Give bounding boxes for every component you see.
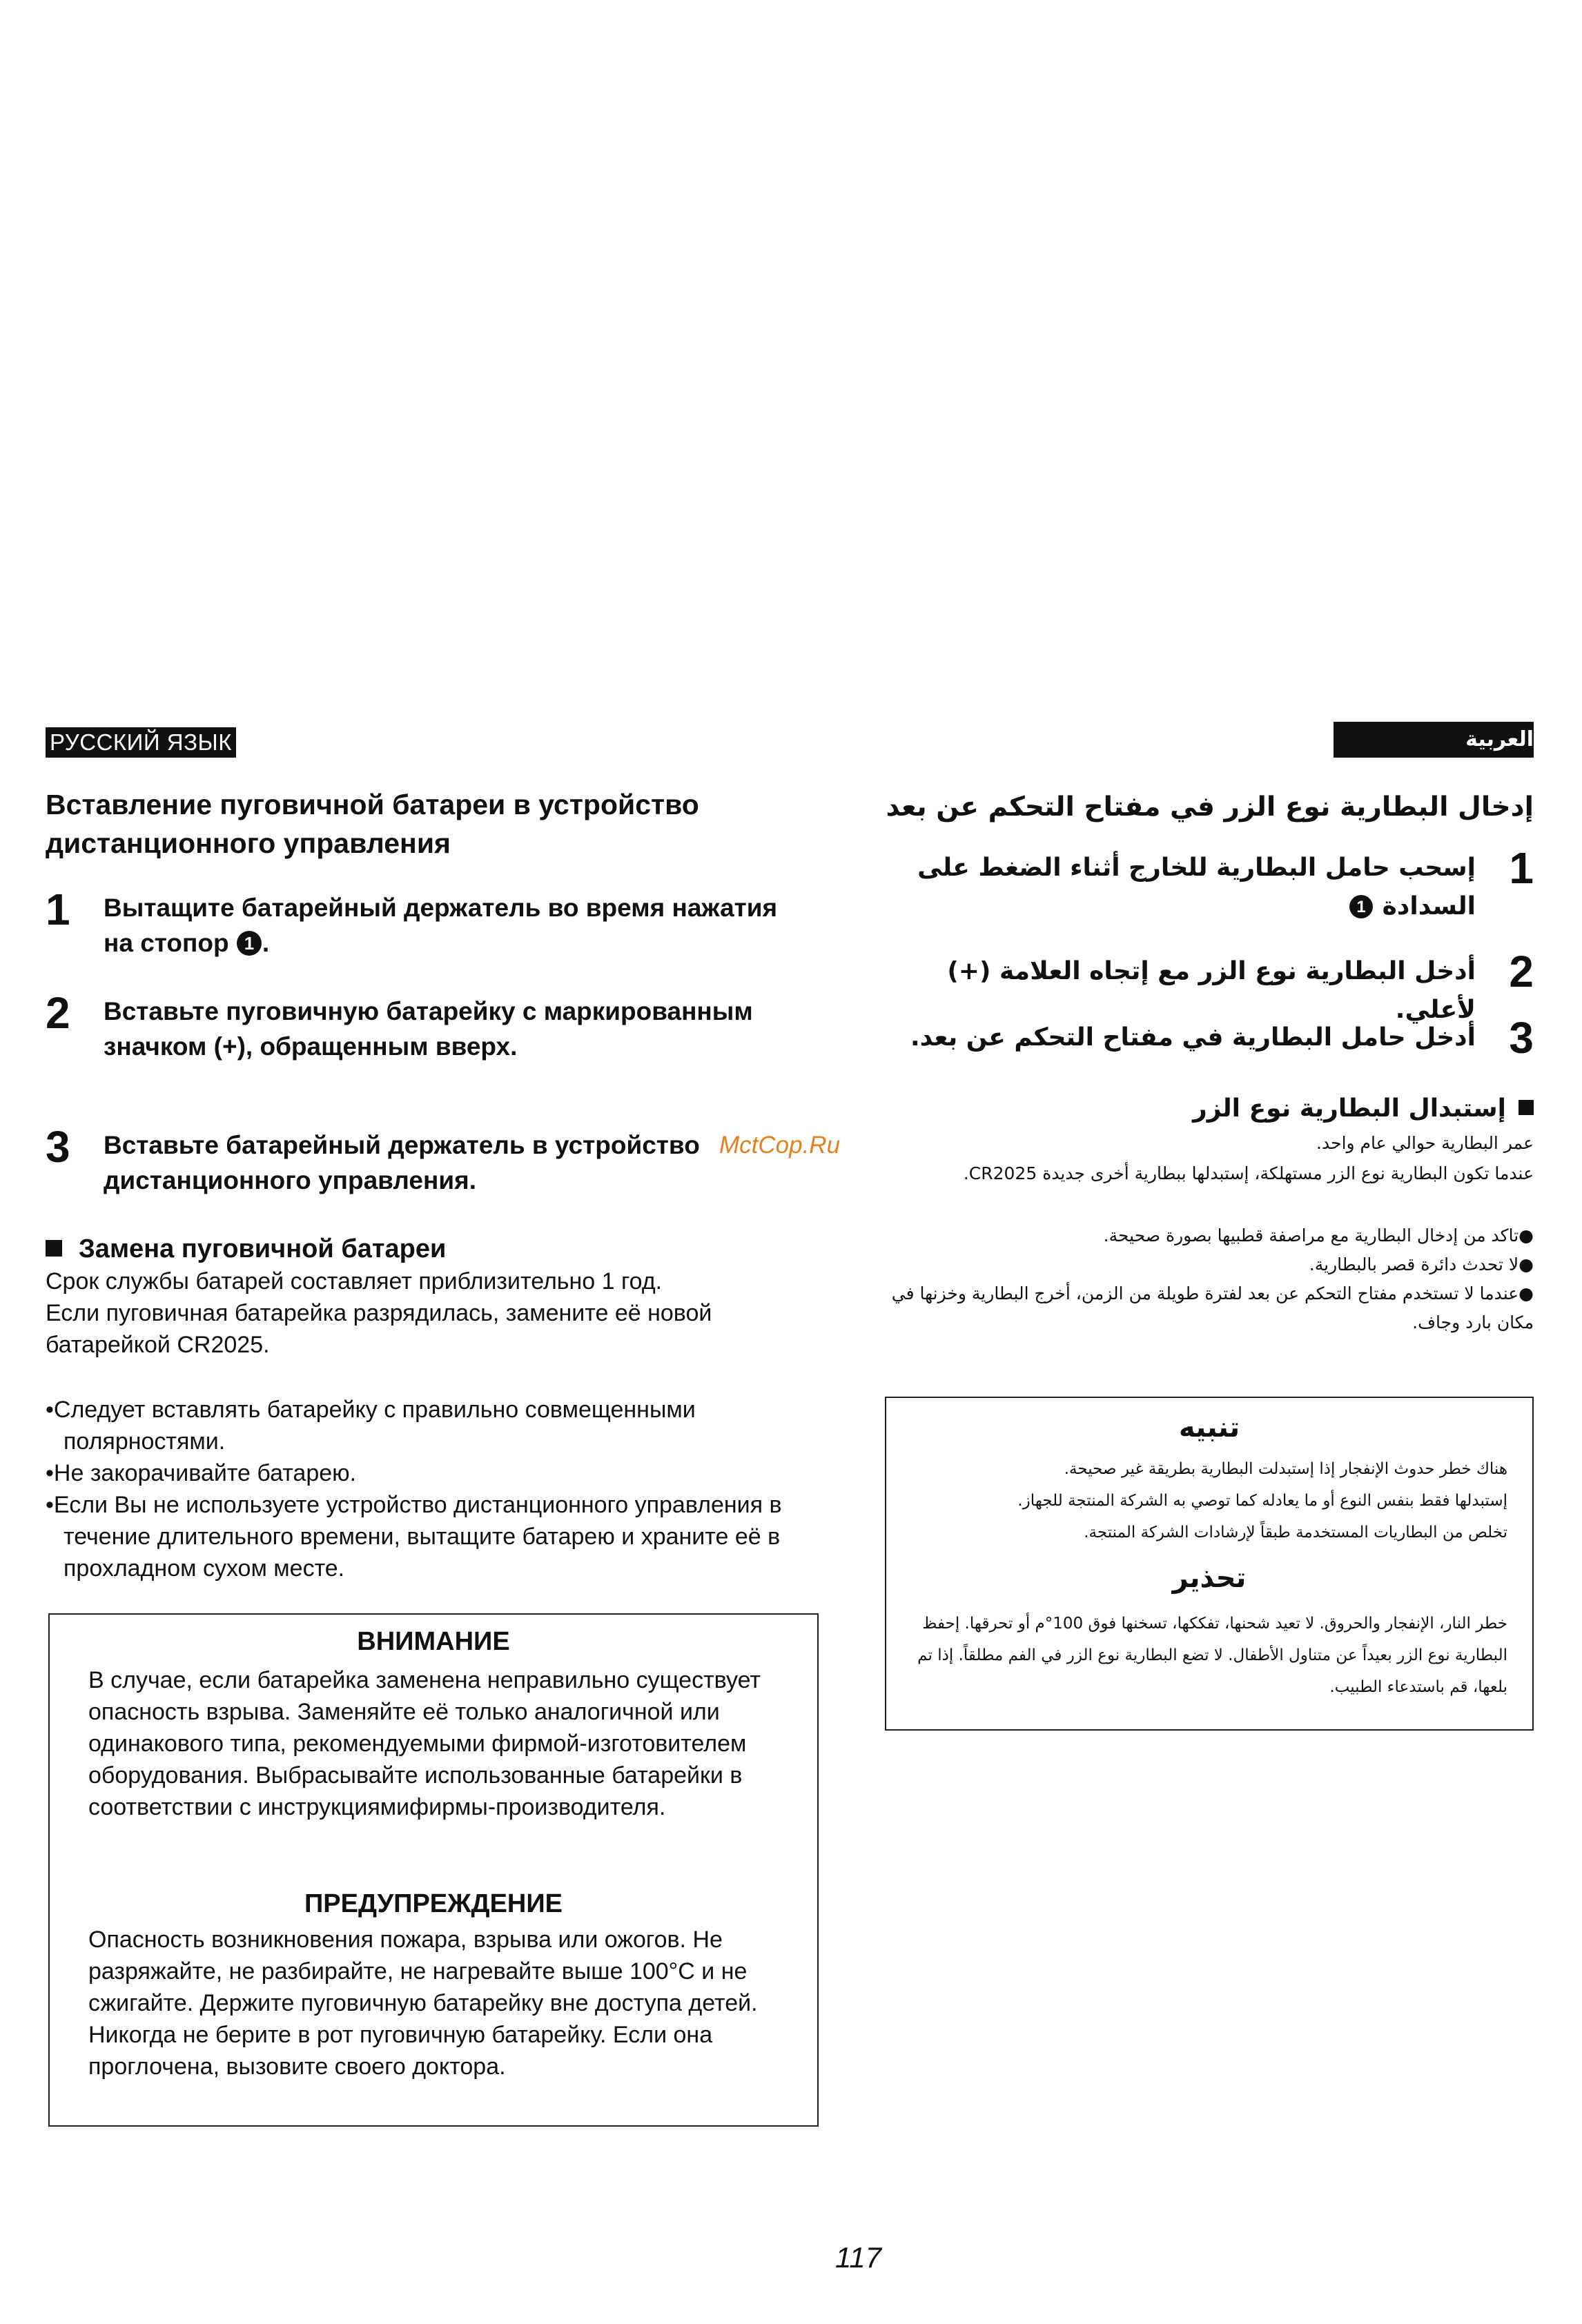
list-item: •Не закорачивайте батарею. [46,1460,357,1486]
watermark: MctCop.Ru [719,1132,841,1159]
ru-step-number: 2 [46,988,70,1038]
ar-language-tag: العربية [1334,722,1534,758]
square-bullet-icon [46,1240,62,1257]
ar-warning-text: خطر النار، الإنفجار والحروق. لا تعيد شحنها، تفككها، تسخنها فوق 100°م أو تحرقها. إحفظ البطارية نوع الزر بعيداً عن متناول الأطفال. لا تضع البطارية نوع الزر في الفم مطلقاً. إذا تم بلعها، قم باستدعاء الطبيب. [917,1615,1507,1696]
ru-step-text: Вставьте батарейный держатель в устройство дистанционного управления. [104,1131,700,1194]
ru-step-number: 1 [46,885,70,934]
ru-step-3 [46,1122,805,1203]
ar-step-text: إسحب حامل البطارية للخارج أثناء الضغط على السدادة 1 [917,854,1476,920]
ru-replace-text-1: Срок службы батарей составляет приблизительно 1 год. [46,1268,663,1294]
page-number: 117 [835,2241,881,2274]
ru-section-title: Вставление пуговичной батареи в устройство дистанционного управления [46,789,699,859]
circled-number-icon [1349,894,1374,919]
ru-warning-heading: ПРЕДУПРЕЖДЕНИЕ [304,1889,563,1918]
ru-caution-heading: ВНИМАНИЕ [357,1627,510,1656]
ru-replace-text-2: Если пуговичная батарейка разрядилась, замените её новой батарейкой CR2025. [46,1300,712,1358]
ru-step-text: Вытащите батарейный держатель во время нажатия на стопор 1 . [104,894,778,957]
svg-text:1: 1 [1356,898,1366,916]
ru-step-number: 3 [46,1122,70,1172]
ar-step-1 [863,843,1534,932]
ru-bullet-list [46,1394,812,1584]
ar-replace-text-2: عندما تكون البطارية نوع الزر مستهلكة، إستبدلها ببطارية أخرى جديدة CR2025. [963,1163,1534,1183]
ar-step-number: 2 [1509,947,1534,996]
ar-step-text: أدخل حامل البطارية في مفتاح التحكم عن بعد. [910,1023,1476,1052]
ar-section-title: إدخال البطارية نوع الزر في مفتاح التحكم عن بعد [886,791,1534,823]
ar-warning-heading: تحذير [1172,1562,1247,1594]
list-item: ●عندما لا تستخدم مفتاح التحكم عن بعد لفترة طويلة من الزمن، أخرج البطارية وخزنها في مكان بارد وجاف. [891,1283,1534,1332]
ru-warning-text: Опасность возникновения пожара, взрыва или ожогов. Не разряжайте, не разбирайте, не нагревайте выше 100°C и не сжигайте. Держите пуговичную батарейку вне доступа детей. Никогда не берите в рот пуговичную батарейку. Если она проглочена, вызовите своего доктора. [88,1927,758,2080]
ar-replace-heading: إستبدال البطارية نوع الزر [863,1092,1534,1126]
ru-step-text: Вставьте пуговичную батарейку с маркированным значком (+), обращенным вверх. [104,997,753,1061]
ar-step-number: 3 [1509,1013,1534,1063]
square-bullet-icon [1518,1100,1534,1115]
list-item: •Если Вы не используете устройство дистанционного управления в течение длительного времени, вытащите батарею и храните её в прохладном сухом месте. [46,1492,782,1582]
ru-step-1 [46,885,805,966]
ar-caution-heading: تنبيه [1178,1412,1240,1444]
ar-replace-text-1: عمر البطارية حوالي عام واحد. [1316,1133,1534,1153]
ru-caution-box [48,1613,819,2127]
ru-language-tag: РУССКИЙ ЯЗЫК [46,727,236,758]
ar-caution-box [885,1397,1534,1731]
circled-number-icon [236,930,262,956]
list-item: ●لا تحدث دائرة قصر بالبطارية. [1309,1254,1534,1274]
list-item: ●تاكد من إدخال البطارية مع مراصفة قطبيها بصورة صحيحة. [1103,1225,1534,1245]
svg-text:1: 1 [244,933,255,954]
ru-step-2 [46,988,805,1104]
ar-caution-text: هناك خطر حدوث الإنفجار إذا إستبدلت البطارية بطريقة غير صحيحة. إستبدلها فقط بنفس النوع أو ما يعادله كما توصي به الشركة المنتجة للجهاز. تخلص من البطاريات المستخدمة طبقاً لإرشادات الشركة المنتجة. [1017,1460,1507,1542]
ru-caution-text: В случае, если батарейка заменена неправильно существует опасность взрыва. Заменяйте её только аналогичной или одинакового типа, рекомендуемыми фирмой-изготовителем оборудования. Выбрасывайте использованные батарейки в соответствии с инструкциямифирмы-производителя. [88,1667,761,1820]
ar-bullet-list [863,1221,1534,1337]
ar-step-text: أدخل البطارية نوع الزر مع إتجاه العلامة (+) لأعلي. [947,957,1476,1024]
ru-replace-heading: Замена пуговичной батареи [46,1233,446,1265]
list-item: •Следует вставлять батарейку с правильно совмещенными полярностями. [46,1397,696,1455]
ar-step-2 [863,947,1534,1024]
ar-step-number: 1 [1509,843,1534,893]
ar-step-3 [863,1013,1534,1067]
